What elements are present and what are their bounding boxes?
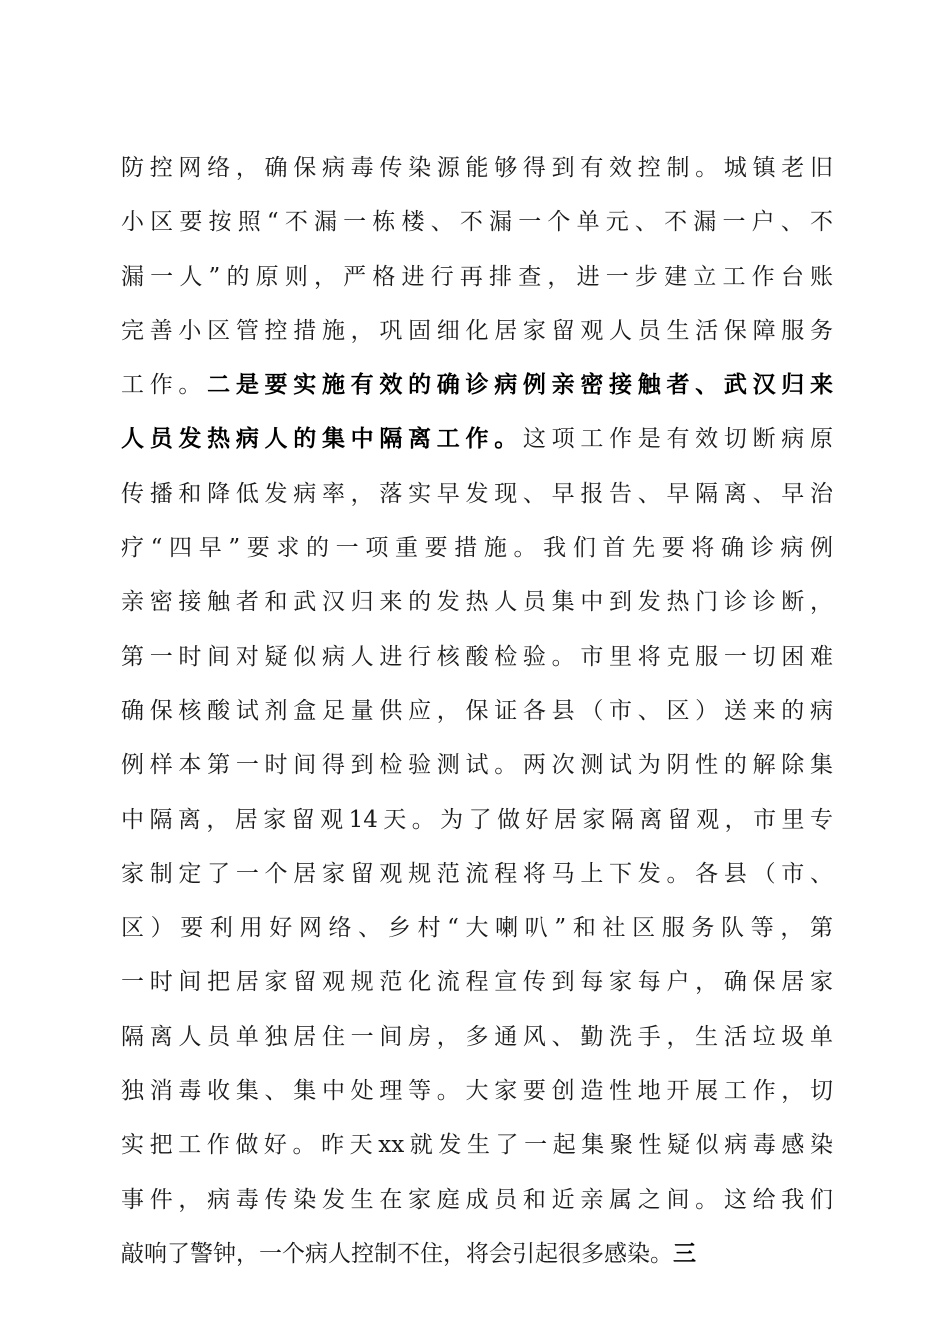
text-line (121, 847, 833, 901)
body-text-span: 敲响了警钟，一个病人控制不住，将会引起很多感染。 (121, 1240, 673, 1267)
body-text-span: 中隔离，居家留观14天。为了做好居家隔离留观，市里专 (121, 806, 833, 833)
text-line (121, 793, 833, 847)
text-line (121, 955, 833, 1009)
body-text-span: 区）要利用好网络、乡村“大喇叭”和社区服务队等，第 (121, 915, 833, 942)
body-text-span: 独消毒收集、集中处理等。大家要创造性地开展工作，切 (121, 1078, 833, 1105)
text-line (121, 358, 833, 412)
body-text-span: 防控网络，确保病毒传染源能够得到有效控制。城镇老旧 (121, 155, 833, 181)
text-line (121, 195, 833, 249)
body-text-span: 这项工作是有效切断病原 (522, 426, 833, 453)
text-line (121, 1010, 833, 1064)
bold-heading-text: 二是要实施有效的确诊病例亲密接触者、武汉归来 (207, 371, 833, 399)
body-text-span: 工作。 (121, 372, 208, 399)
body-text-span: 家制定了一个居家留观规范流程将马上下发。各县（市、 (121, 860, 833, 887)
body-text-span: 完善小区管控措施，巩固细化居家留观人员生活保障服务 (121, 317, 833, 344)
body-text-span: 一时间把居家留观规范化流程宣传到每家每户，确保居家 (121, 969, 833, 996)
text-line (121, 1227, 833, 1281)
text-line (121, 901, 833, 955)
bold-heading-text: 人员发热病人的集中隔离工作。 (121, 425, 523, 453)
body-text-span: 事件，病毒传染发生在家庭成员和近亲属之间。这给我们 (121, 1186, 833, 1213)
text-line (121, 684, 833, 738)
body-text-span: 亲密接触者和武汉归来的发热人员集中到发热门诊诊断， (121, 589, 833, 616)
text-line (121, 575, 833, 629)
body-text-span: 小区要按照“不漏一栋楼、不漏一个单元、不漏一户、不 (121, 209, 833, 236)
body-text-span: 确保核酸试剂盒足量供应，保证各县（市、区）送来的病 (121, 697, 833, 724)
text-line (121, 467, 833, 521)
body-text-span: 疗“四早”要求的一项重要措施。我们首先要将确诊病例 (121, 535, 833, 562)
body-text-span: 漏一人”的原则，严格进行再排查，进一步建立工作台账 (121, 263, 833, 290)
text-line (121, 1118, 833, 1172)
text-line (121, 1064, 833, 1118)
bold-heading-text: 三 (673, 1239, 696, 1267)
text-line (121, 521, 833, 575)
text-line (121, 304, 833, 358)
body-text-span: 传播和降低发病率，落实早发现、早报告、早隔离、早治 (121, 480, 833, 507)
text-line (121, 412, 833, 466)
body-text-span: 实把工作做好。昨天xx就发生了一起集聚性疑似病毒感染 (121, 1132, 833, 1159)
text-line (121, 630, 833, 684)
body-text-span: 例样本第一时间得到检验测试。两次测试为阴性的解除集 (121, 752, 833, 779)
text-line (121, 250, 833, 304)
text-line (121, 1173, 833, 1227)
text-line (121, 141, 833, 195)
text-line (121, 738, 833, 792)
body-text (121, 141, 833, 1281)
body-text-span: 隔离人员单独居住一间房，多通风、勤洗手，生活垃圾单 (121, 1023, 833, 1050)
body-text-span: 第一时间对疑似病人进行核酸检验。市里将克服一切困难 (121, 643, 833, 670)
